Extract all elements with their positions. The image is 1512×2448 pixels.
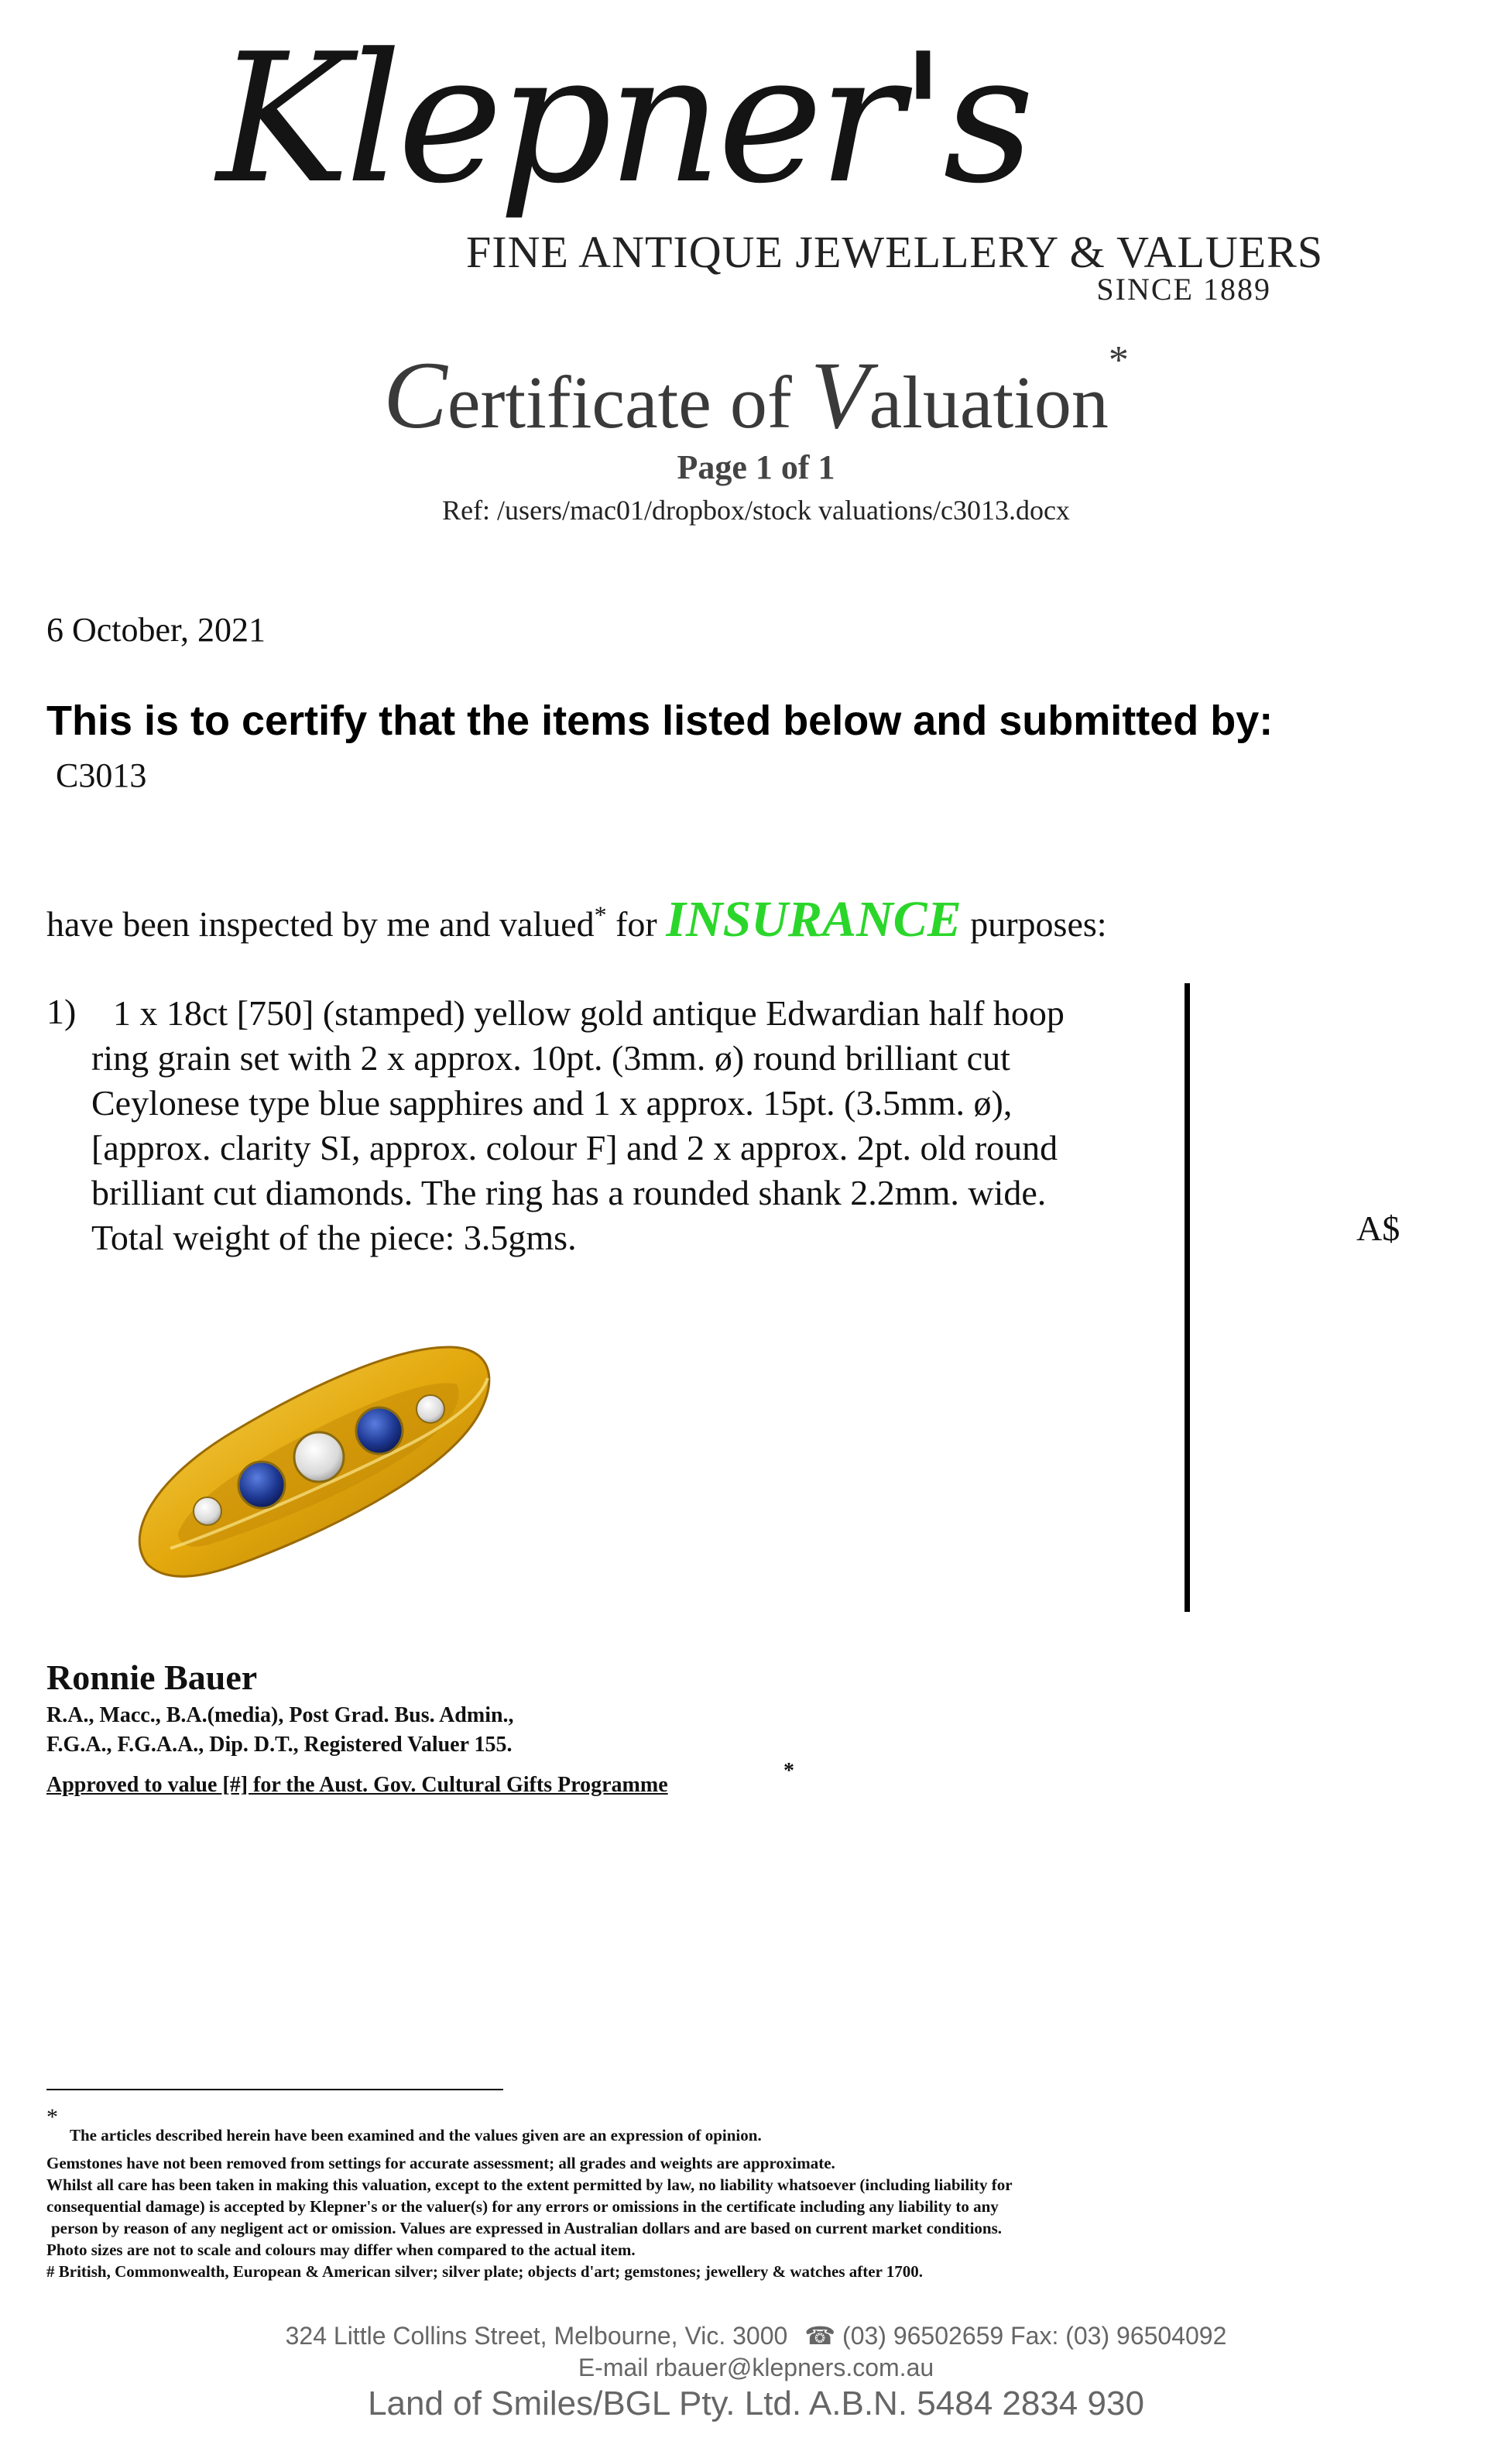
- item-line: brilliant cut diamonds. The ring has a rounded shank 2.2mm. wide.: [91, 1173, 1047, 1212]
- footnote-line: # British, Commonwealth, European & American silver; silver plate; objects d'art; gemstones; jewellery & watches after 1700.: [46, 2262, 924, 2281]
- approval-asterisk: *: [783, 1759, 794, 1783]
- sapphire-right: [356, 1407, 403, 1454]
- footer-contact-line: [0, 2321, 1512, 2350]
- reference-path: Ref: /users/mac01/dropbox/stock valuations/c3013.docx: [442, 495, 1070, 526]
- page-number: Page 1 of 1: [677, 448, 835, 486]
- currency-label: A$: [1356, 1209, 1401, 1248]
- title-part-2: aluation: [869, 361, 1109, 444]
- valuer-name: Ronnie Bauer: [46, 1658, 258, 1697]
- footnote-line: Whilst all care has been taken in making this valuation, except to the extent permitted by law, no liability whatsoever (including liability for: [46, 2175, 1013, 2194]
- item-line: ring grain set with 2 x approx. 10pt. (3mm. ø) round brilliant cut: [91, 1038, 1010, 1078]
- diamond-center: [294, 1432, 344, 1482]
- item-line: 1 x 18ct [750] (stamped) yellow gold antique Edwardian half hoop: [113, 993, 1065, 1033]
- item-description: [91, 991, 1175, 1260]
- footer-phone: (03) 96502659 Fax: (03) 96504092: [842, 2322, 1227, 2350]
- certificate-date: 6 October, 2021: [46, 611, 266, 649]
- inspection-asterisk: *: [594, 900, 607, 929]
- title-initial-v: V: [810, 342, 869, 448]
- footer-abn: Land of Smiles/BGL Pty. Ltd. A.B.N. 5484 2834 930: [368, 2385, 1144, 2422]
- inspection-prefix: have been inspected by me and valued: [46, 904, 595, 944]
- ring-photo: [124, 1301, 511, 1595]
- footnote-line: The articles described herein have been examined and the values given are an expression of opinion.: [70, 2126, 762, 2145]
- cultural-gifts-approval: Approved to value [#] for the Aust. Gov. Cultural Gifts Programme: [46, 1773, 668, 1797]
- logo-tagline: FINE ANTIQUE JEWELLERY & VALUERS: [466, 227, 1324, 277]
- footer-email: E-mail rbauer@klepners.com.au: [578, 2354, 934, 2381]
- footnote-line: person by reason of any negligent act or omission. Values are expressed in Australian dollars and are based on current market conditions.: [51, 2219, 1003, 2237]
- valuer-credentials: R.A., Macc., B.A.(media), Post Grad. Bus. Admin.,: [46, 1703, 514, 1727]
- submitter-code: C3013: [56, 756, 147, 794]
- insurance-purpose: INSURANCE: [666, 891, 962, 948]
- item-number: 1): [46, 992, 77, 1031]
- item-line: Ceylonese type blue sapphires and 1 x approx. 15pt. (3.5mm. ø),: [91, 1083, 1013, 1123]
- inspection-statement: [46, 890, 1107, 949]
- item-line: [approx. clarity SI, approx. colour F] and 2 x approx. 2pt. old round: [91, 1128, 1058, 1167]
- certify-heading: This is to certify that the items listed below and submitted by:: [46, 698, 1274, 744]
- footnote-divider: [46, 2089, 503, 2090]
- diamond-small-right: [417, 1395, 444, 1423]
- footnote-asterisk: *: [46, 2104, 58, 2130]
- title-part-1: ertificate of: [447, 361, 811, 444]
- title-initial-c: C: [383, 342, 447, 448]
- logo-since: SINCE 1889: [1096, 272, 1271, 307]
- value-column-divider: [1185, 983, 1190, 1612]
- company-logo: [209, 0, 1324, 333]
- item-line: Total weight of the piece: 3.5gms.: [91, 1218, 577, 1257]
- footnote-line: Photo sizes are not to scale and colours may differ when compared to the actual item.: [46, 2241, 636, 2259]
- footer-address: 324 Little Collins Street, Melbourne, Vic. 3000: [285, 2322, 788, 2350]
- footnote-line: Gemstones have not been removed from settings for accurate assessment; all grades and weights are approximate.: [46, 2154, 835, 2172]
- title-asterisk: *: [1108, 338, 1129, 382]
- logo-script-name: Klepner's: [217, 16, 1030, 223]
- sapphire-left: [238, 1462, 285, 1508]
- diamond-small-left: [194, 1497, 221, 1525]
- valuer-credentials: F.G.A., F.G.A.A., Dip. D.T., Registered Valuer 155.: [46, 1733, 513, 1757]
- inspection-suffix: purposes:: [961, 904, 1107, 944]
- certificate-title: [0, 338, 1512, 451]
- telephone-icon: ☎: [804, 2322, 836, 2350]
- footnote-line: consequential damage) is accepted by Klepner's or the valuer(s) for any errors or omissions in the certificate including any liability to any: [46, 2197, 999, 2216]
- inspection-for: for: [606, 904, 667, 944]
